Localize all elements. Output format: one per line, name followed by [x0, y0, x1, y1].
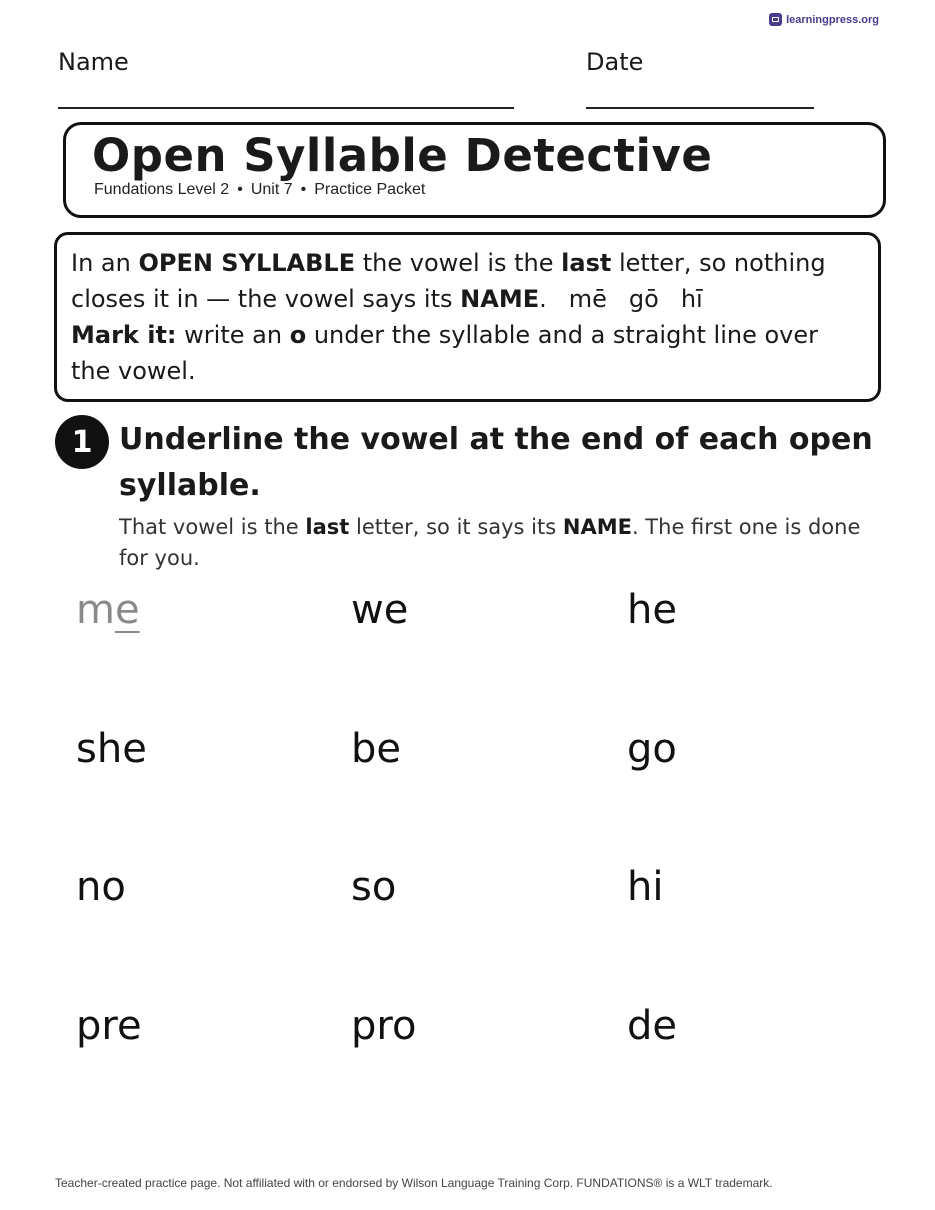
rule-text: . — [539, 285, 547, 313]
subtitle-unit: Unit 7 — [250, 181, 293, 198]
mark-text: under the syllable and a straight line over the vowel. — [71, 321, 819, 385]
word-item[interactable]: pro — [351, 1003, 417, 1049]
word-item[interactable]: we — [351, 587, 409, 633]
mark-text: write an — [176, 321, 290, 349]
rule-text: letter, so nothing closes it in — the vowel says its — [71, 249, 826, 313]
question-number: 1 — [55, 415, 109, 469]
help-text: That vowel is the — [119, 515, 306, 539]
page-subtitle — [94, 181, 425, 199]
rule-text: the vowel is the — [355, 249, 562, 277]
rule-example: mē — [568, 285, 607, 313]
help-text: letter, so it says its — [349, 515, 563, 539]
rule-emphasis: NAME — [460, 285, 540, 313]
word-item[interactable]: pre — [76, 1003, 142, 1049]
question-prompt: Underline the vowel at the end of each open syllable. — [119, 422, 873, 503]
rule-box — [54, 232, 881, 402]
example-vowel: e — [114, 587, 140, 633]
word-item[interactable]: so — [351, 864, 397, 910]
footer-disclaimer: Teacher-created practice page. Not affiliated with or endorsed by Wilson Language Training Corp. FUNDATIONS® is a WLT trademark. — [55, 1176, 773, 1190]
help-emphasis: NAME — [562, 515, 632, 539]
date-line[interactable] — [586, 107, 814, 109]
title-box — [63, 122, 886, 218]
question-help — [119, 512, 879, 574]
word-item[interactable]: de — [627, 1003, 677, 1049]
rule-text: In an — [71, 249, 139, 277]
word-item[interactable]: be — [351, 726, 401, 772]
help-text: . The first one is done for you. — [119, 515, 861, 570]
rule-example: hī — [680, 285, 703, 313]
book-icon — [769, 13, 782, 26]
date-label: Date — [586, 48, 644, 76]
page-title: Open Syllable Detective — [92, 129, 713, 182]
word-item[interactable]: go — [627, 726, 677, 772]
subtitle-packet: Practice Packet — [314, 181, 426, 198]
subtitle-separator: • — [300, 181, 307, 198]
mark-emphasis: o — [289, 321, 307, 349]
word-item[interactable]: no — [76, 864, 126, 910]
example-stem: m — [76, 587, 115, 633]
word-item[interactable]: she — [76, 726, 147, 772]
rule-example: gō — [628, 285, 659, 313]
brand-name: learningpress.org — [786, 13, 879, 26]
rule-term: OPEN SYLLABLE — [138, 249, 356, 277]
name-label: Name — [58, 48, 129, 76]
word-item[interactable]: he — [627, 587, 677, 633]
rule-emphasis: last — [561, 249, 612, 277]
subtitle-level: Fundations Level 2 — [94, 181, 230, 198]
brand-logo — [769, 13, 879, 26]
mark-label: Mark it: — [71, 321, 177, 349]
subtitle-separator: • — [237, 181, 243, 198]
word-example — [76, 582, 140, 638]
word-item[interactable]: hi — [627, 864, 664, 910]
help-emphasis: last — [305, 515, 350, 539]
name-line[interactable] — [58, 107, 514, 109]
